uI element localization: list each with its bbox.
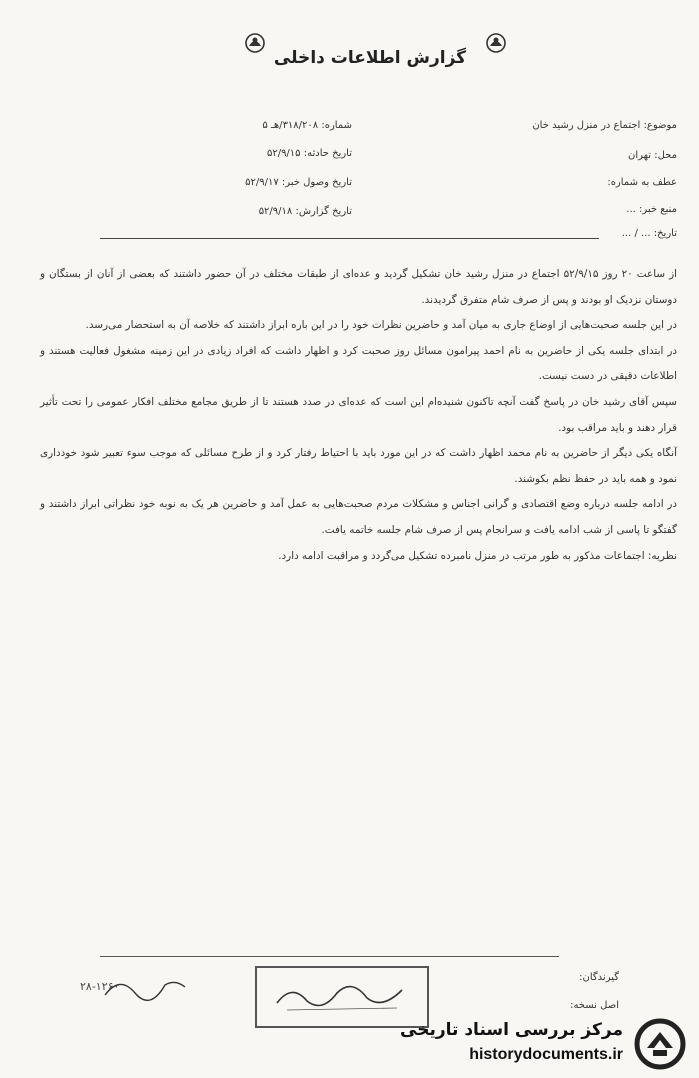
report-paragraph: در ادامه جلسه درباره وضع اقتصادی و گرانی اجناس و مشکلات مردم صحبت‌هایی به عمل آمد و حاضرین هر یک به نوبه خود نظراتی ابراز داشتند و گفتگو تا پاسی از شب ادامه یافت و سرانجام پس از صرف شام جلسه خاتمه یافت. bbox=[40, 498, 677, 536]
document-title: گزارش اطلاعات داخلی bbox=[273, 48, 467, 68]
report-body bbox=[40, 262, 677, 569]
watermark-title: مرکز بررسی اسناد تاریخی bbox=[400, 1020, 623, 1040]
report-paragraph: در این جلسه صحبت‌هایی از اوضاع جاری به میان آمد و حاضرین نظرات خود را در این باره ابراز داشتند که خلاصه آن به استحضار می‌رسد. bbox=[85, 319, 677, 332]
lion-sun-emblem-icon bbox=[244, 32, 266, 54]
history-documents-logo-icon bbox=[633, 1018, 687, 1070]
report-paragraph: سپس آقای رشید خان در پاسخ گفت آنچه تاکنون شنیده‌ام این است که عده‌ای در صدد هستند تا از طریق مجامع مختلف افکار عمومی را تحت تأثیر قرار دهند و باید مراقب بود. bbox=[40, 395, 677, 434]
meta-incident-date: تاریخ حادثه: ۵۲/۹/۱۵ bbox=[266, 148, 352, 159]
meta-subject: موضوع: اجتماع در منزل رشید خان bbox=[532, 120, 677, 131]
archive-number: ۲۸-۱۲۶۰ bbox=[80, 980, 120, 993]
header-divider bbox=[100, 238, 599, 239]
report-paragraph: آنگاه یکی دیگر از حاضرین به نام محمد اظهار داشت که در این مورد باید با احتیاط رفتار کرد و از طرح مسائلی که موجب سوء تعبیر شود خودداری نمود و همه باید در حفظ نظم بکوشند. bbox=[40, 447, 677, 485]
meta-location: محل: تهران bbox=[628, 150, 677, 161]
report-paragraph: از ساعت ۲۰ روز ۵۲/۹/۱۵ اجتماع در منزل رشید خان تشکیل گردید و عده‌ای از طبقات مختلف در آن حضور داشتند که بعضی از آنان از بستگان و دوستان نزدیک او بودند و پس از صرف شام متفرق گردیدند. bbox=[40, 268, 677, 306]
meta-reference: عطف به شماره: bbox=[607, 177, 677, 188]
watermark bbox=[400, 1016, 693, 1072]
meta-receipt-date: تاریخ وصول خبر: ۵۲/۹/۱۷ bbox=[245, 177, 352, 188]
recipients-label: گیرندگان: bbox=[579, 972, 619, 983]
stamp-signature bbox=[257, 968, 427, 1026]
lion-sun-emblem-icon bbox=[485, 32, 507, 54]
meta-number: شماره: ۳۱۸/۲۰۸/هـ ۵ bbox=[262, 120, 352, 131]
original-copy-label: اصل نسخه: bbox=[570, 1000, 619, 1011]
meta-report-date: تاریخ گزارش: ۵۲/۹/۱۸ bbox=[258, 206, 352, 217]
report-paragraph: نظریه: اجتماعات مذکور به طور مرتب در منزل نامبرده تشکیل می‌گردد و مراقبت ادامه دارد. bbox=[278, 549, 677, 562]
meta-source: منبع خبر: ... bbox=[626, 204, 677, 215]
meta-date: تاریخ: ... / ... bbox=[621, 228, 677, 239]
report-paragraph: در ابتدای جلسه یکی از حاضرین به نام احمد پیرامون مسائل روز صحبت کرد و اظهار داشت که افراد زیادی در این زمینه مشغول فعالیت هستند و اطلاعات دقیقی در دست نیست. bbox=[40, 344, 677, 383]
watermark-url: historydocuments.ir bbox=[469, 1046, 623, 1063]
footer-divider bbox=[100, 956, 559, 957]
